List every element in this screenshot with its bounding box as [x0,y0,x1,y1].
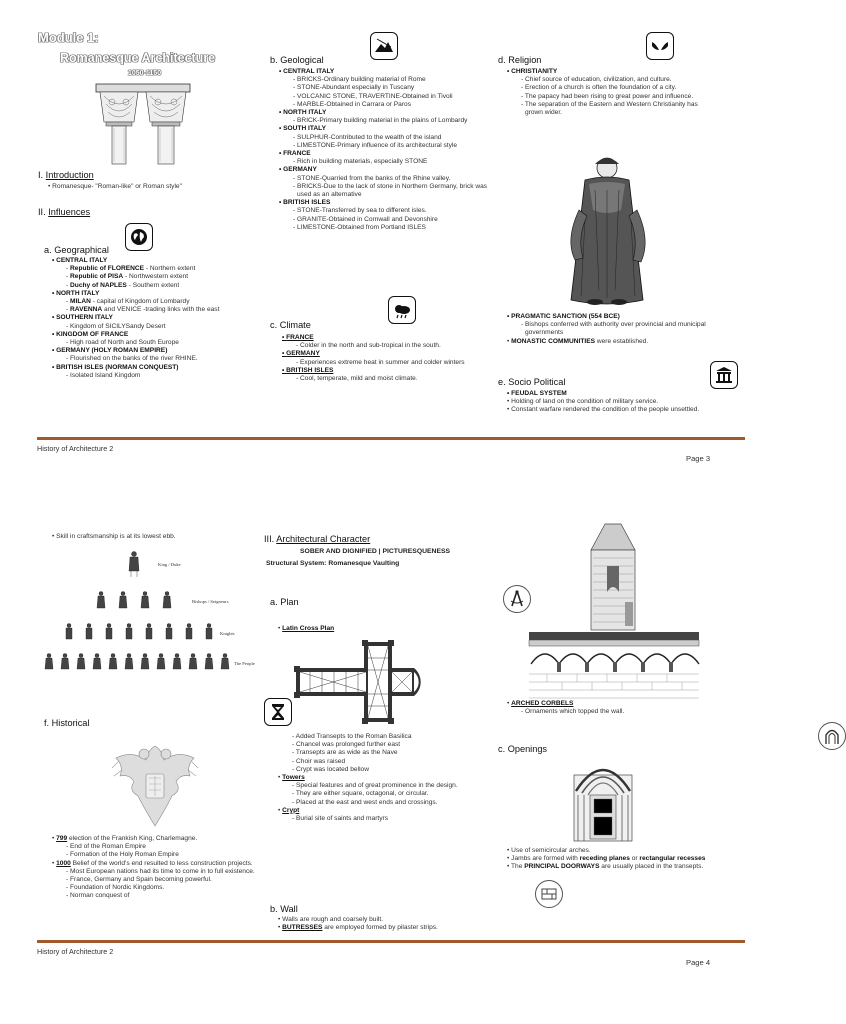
page3-footer: History of Architecture 2 [37,444,114,453]
geol-detail-text: MARBLE-Obtained in Carrara or Paros [297,100,412,108]
geo-region-detail: - RAVENNA and VENICE -trading links with the east [66,306,220,314]
socio-political-heading: e. Socio Political [498,377,566,387]
religion-detail-text: The papacy had been rising to great power and influence. [524,92,694,100]
intro-bullet: • Romanesque- "Roman-like" or Roman style" [48,183,182,190]
socio-bullet: • Constant warfare rendered the condition of the people unsettled. [507,406,700,414]
tower-detail-text: They are either square, octagonal, or circular. [295,790,429,798]
geol-detail: - STONE-Transferred by sea to different isles. [293,207,427,215]
climate-detail-text: Colder in the north and sub-tropical in the south. [300,342,441,350]
openings-heading: c. Openings [498,744,548,754]
plan-detail-text: Choir was raised [296,757,346,765]
monk-illustration [555,150,665,308]
climate-detail-text: Cool, temperate, mild and moist climate. [300,375,418,383]
geo-region-bold: MILAN [70,298,91,306]
architectural-character-heading: III. Architectural Character [264,534,371,544]
geol-detail: - Rich in building materials, especially STONE [293,158,428,166]
geo-region-bold: Duchy of NAPLES [70,281,127,289]
geo-region-detail: - Kingdom of SICILYSandy Desert [66,322,166,330]
geo-region-bold: Republic of FLORENCE [70,265,145,273]
plan-detail-text: Transepts are as wide as the Nave [295,749,398,757]
historical-799-detail: - End of the Roman Empire [66,843,146,851]
religion-detail-text: Chief source of education, civilization, and culture. [525,76,672,84]
geol-detail: - SULPHUR-Contributed to the wealth of the island [293,133,442,141]
historical-799-detail-text: Formation of the Holy Roman Empire [70,851,179,859]
geol-detail: - STONE-Abundant especially in Tuscany [293,84,415,92]
geol-detail: - LIMESTONE-Primary influence of its architectural style [293,141,458,149]
historical-1000-detail-text: Most European nations had its time to come in to full existence. [70,867,255,875]
building-icon [710,361,738,389]
geo-region-detail: - High road of North and South Europe [66,339,179,347]
corbels-list: • ARCHED CORBELS - Ornaments which topped the wall. [507,700,625,716]
geol-region-head: • NORTH ITALY [279,109,327,117]
wall-heading: b. Wall [270,904,298,914]
openings-list: • Use of semicircular arches. • Jambs are formed with receding planes or rectangular recesses • The PRINCIPAL DOORWAYS are usually placed in the transepts. [507,847,706,871]
tower-detail-text: Special features and of great prominence in the design. [296,782,458,790]
geo-region-head: • BRITISH ISLES (NORMAN CONQUEST) [52,363,179,371]
geol-detail: - BRICKS-Due to the lack of stone in Northern Germany, brick was used as an alternative [293,182,488,199]
craftsmanship-bullet: • Skill in craftsmanship is at its lowest ebb. [52,533,176,540]
plan-detail-text: Chancel was prolonged further east [296,741,401,749]
geo-region-head: • CENTRAL ITALY [52,257,108,264]
geo-region-head: • KINGDOM OF FRANCE [52,330,129,338]
geol-detail-text: BRICKS-Due to the lack of stone in Northern Germany, brick was used as an alternative [297,182,488,199]
climate-heading: c. Climate [270,320,311,330]
page3-divider [37,437,745,440]
geo-region-detail: - Duchy of NAPLES - Southern extent [66,281,180,289]
socio-political-list: • FEUDAL SYSTEM • Holding of land on the condition of military service. • Constant warfare rendered the condition of the people unsettled. [507,390,722,415]
geol-region-name: CENTRAL ITALY [283,68,335,75]
tower-detail: - They are either square, octagonal, or circular. [292,790,429,798]
geol-detail-text: STONE-Abundant especially in Tuscany [297,84,415,92]
plan-heading: a. Plan [270,597,299,607]
climate-region-name: BRITISH ISLES [286,366,334,374]
geo-region-text: Kingdom of SICILYSandy Desert [70,322,166,330]
tower-detail: - Placed at the east and west ends and crossings. [292,798,438,806]
religion-detail-text: The separation of the Eastern and Western Christianity has grown wider. [524,100,698,117]
geol-detail-text: Rich in building materials, especially STONE [297,158,428,166]
tower-detail-text: Placed at the east and west ends and crossings. [296,798,438,806]
hands-icon [646,32,674,60]
weather-icon [388,296,416,324]
plan-detail-text: Crypt was located bellow [296,765,369,773]
geol-detail-text: SULPHUR-Contributed to the wealth of the island [297,133,442,141]
religion-list: • CHRISTIANITY - Chief source of education, civilization, and culture. - Erection of a church is often the foundation of a city. - The papacy had been rising to great power and influence. - The separation of the Eastern and Western Christianity has grown wider. [507,68,717,117]
religion-detail: - Erection of a church is often the foundation of a city. [521,84,677,92]
pragmatic-list: • PRAGMATIC SANCTION (554 BCE) - Bishops conferred with authority over provincial and municipal governments • MONASTIC COMMUNITIES were established. [507,313,706,345]
crypt-detail: - Burial site of saints and martyrs [292,815,389,823]
geo-region-name: KINGDOM OF FRANCE [56,330,129,338]
geol-detail: - BRICK-Primary building material in the plains of Lombardy [293,117,468,125]
socio-bullet: • Holding of land on the condition of military service. [507,398,659,406]
historical-799-detail-text: End of the Roman Empire [70,843,146,851]
socio-bullet-text: Constant warfare rendered the condition of the people unsettled. [511,406,700,414]
geol-detail: - STONE-Quarried from the banks of the Rhine valley. [293,174,451,182]
geo-region-detail: - Republic of PISA - Northwestern extent [66,273,189,281]
historical-799-detail: - Formation of the Holy Roman Empire [66,851,179,859]
geol-region-head: • GERMANY [279,166,317,174]
climate-detail-text: Experiences extreme heat in summer and colder winters [300,358,465,366]
architectural-character-subtitle: SOBER AND DIGNIFIED | PICTURESQUENESS [300,548,451,555]
historical-list: • 799 election of the Frankish King, Charlemagne. - End of the Roman Empire - Formation of the Holy Roman Empire • 1000 Belief of the world's end resulted to less construction projects. - Most European nations had its time to come in to full existence. - France, Germany and Spain becoming powerful. - Foundation of Nordic Kingdoms. - Norman conquest of [52,835,267,901]
religion-detail: - Chief source of education, civilization, and culture. [521,76,672,84]
geo-region-text: - capital of Kingdom of Lombardy [90,298,190,306]
geo-region-name: CENTRAL ITALY [56,257,108,264]
brick-wall-icon [535,880,563,908]
geographical-heading: a. Geographical [44,245,109,255]
geol-detail: - BRICKS-Ordinary building material of Rome [293,76,426,84]
religion-detail: - The papacy had been rising to great power and influence. [521,92,694,100]
geo-region-detail: - Isolated Island Kingdom [66,371,141,379]
geo-region-head: • NORTH ITALY [52,289,100,297]
historical-heading: f. Historical [44,718,90,728]
geological-heading: b. Geological [270,55,324,65]
climate-detail: - Colder in the north and sub-tropical in the south. [296,342,441,350]
geol-detail: - GRANITE-Obtained in Cornwall and Devonshire [293,215,438,223]
tower-detail: - Special features and of great prominence in the design. [292,782,458,790]
plan-detail: - Chancel was prolonged further east [292,741,401,749]
page4-number: Page 4 [686,958,711,967]
historical-1000-detail-text: Foundation of Nordic Kingdoms. [70,884,165,892]
religion-detail: - The separation of the Eastern and Western Christianity has grown wider. [521,100,698,117]
geo-region-head: • GERMANY (HOLY ROMAN EMPIRE) [52,347,168,355]
climate-region-name: GERMANY [286,350,320,358]
arched-corbels-illustration [527,630,701,702]
climate-region-name: FRANCE [286,334,314,341]
geol-detail-text: BRICKS-Ordinary building material of Rome [297,76,426,84]
climate-region-head: • GERMANY [282,350,320,358]
geo-region-bold: RAVENNA [70,306,103,314]
hierarchy-label-bishops: Bishops / Seigneurs [192,599,229,604]
geo-region-detail: - Republic of FLORENCE - Northern extent [66,265,196,273]
geol-region-head: • SOUTH ITALY [279,125,327,133]
geol-region-name: NORTH ITALY [283,109,327,117]
plan-detail: - Crypt was located bellow [292,765,369,773]
hierarchy-label-knights: Knights [220,631,235,636]
terrain-icon [370,32,398,60]
climate-detail: - Experiences extreme heat in summer and colder winters [296,358,465,366]
historical-1000-detail: - Norman conquest of [66,892,130,900]
tower-illustration [585,522,645,632]
geol-region-head: • FRANCE [279,150,311,158]
geol-detail: - VOLCANIC STONE, TRAVERTINE-Obtained in Tivoli [293,92,453,100]
historical-1000-detail-text: France, Germany and Spain becoming powerful. [70,876,212,884]
geol-detail: - MARBLE-Obtained in Carrara or Paros [293,100,412,108]
geol-detail-text: STONE-Transferred by sea to different isles. [297,207,427,215]
latin-cross-heading: • Latin Cross Plan [278,625,335,632]
socio-bullet-text: Holding of land on the condition of military service. [511,398,659,406]
climate-list [282,334,497,383]
geo-region-bold: Republic of PISA [70,273,124,281]
geol-region-head: • CENTRAL ITALY [279,68,335,75]
page3-number: Page 3 [686,454,711,463]
plan-detail: - Choir was raised [292,757,346,765]
plan-list: - Added Transepts to the Roman Basilica - Chancel was prolonged further east - Transepts are as wide as the Nave - Choir was raised - Crypt was located bellow • Towers - Special features and of great prominence in the design. - They are either square, octagonal, or circular. - Placed at the east and west ends and crossings. • Crypt - Burial site of saints and martyrs [278,733,493,823]
page4-footer: History of Architecture 2 [37,947,114,956]
plan-detail: - Added Transepts to the Roman Basilica [292,733,412,740]
years-label: 1050-1150 [128,70,162,77]
double-eagle-crest-illustration [108,740,202,832]
climate-region-head: • FRANCE [282,334,314,341]
historical-1000-detail: - Most European nations had its time to come in to full existence. [66,867,255,875]
module-label: Module 1: [38,30,99,45]
doorway-illustration [572,755,634,843]
geo-region-text: and VENICE -trading links with the east [102,306,220,314]
geo-region-name: GERMANY (HOLY ROMAN EMPIRE) [56,347,168,355]
capitals-illustration [94,82,192,166]
compass-icon [503,585,531,613]
climate-detail: - Cool, temperate, mild and moist climate. [296,375,418,383]
plan-detail: - Transepts are as wide as the Nave [292,749,398,757]
intro-heading: I. Introduction [38,170,94,180]
geo-region-name: SOUTHERN ITALY [56,314,113,322]
geographical-list [52,257,272,380]
geol-detail-text: GRANITE-Obtained in Cornwall and Devonshire [297,215,438,223]
geo-region-detail: - Flourished on the banks of the river RHINE. [66,355,198,363]
plan-detail-text: Added Transepts to the Roman Basilica [295,733,412,740]
page-title: Romanesque Architecture [60,51,216,65]
climate-region-head: • BRITISH ISLES [282,366,334,374]
historical-1000-detail: - France, Germany and Spain becoming powerful. [66,876,212,884]
geo-region-text: - Northern extent [144,265,196,273]
geol-region-name: FRANCE [283,150,311,158]
structural-system: Structural System: Romanesque Vaulting [266,560,400,567]
latin-cross-plan-illustration [290,632,440,732]
wall-list: • Walls are rough and coarsely built. • BUTRESSES are employed formed by pilaster strips. [278,916,438,932]
geo-region-name: BRITISH ISLES (NORMAN CONQUEST) [56,363,179,371]
geological-list [279,68,494,232]
influences-heading: II. Influences [38,207,91,217]
religion-heading: d. Religion [498,55,542,65]
hourglass-icon [264,698,292,726]
feudal-hierarchy-illustration [44,545,255,680]
historical-1000-detail-text: Norman conquest of [70,892,130,900]
hierarchy-label-people: The People [234,661,255,666]
geo-region-text: Flourished on the banks of the river RHINE. [70,355,198,363]
historical-1000-detail: - Foundation of Nordic Kingdoms. [66,884,165,892]
geo-region-text: High road of North and South Europe [70,339,179,347]
geo-region-text: - Southern extent [126,281,180,289]
geol-detail-text: LIMESTONE-Primary influence of its architectural style [297,141,458,149]
geol-detail-text: LIMESTONE-Obtained from Portland ISLES [297,223,426,231]
geol-region-name: SOUTH ITALY [283,125,327,133]
geol-region-head: • BRITISH ISLES [279,199,331,207]
hierarchy-label-king: King / Duke [158,562,181,567]
crypt-detail-text: Burial site of saints and martyrs [296,815,389,823]
geo-region-detail: - MILAN - capital of Kingdom of Lombardy [66,298,190,306]
geol-detail-text: BRICK-Primary building material in the plains of Lombardy [297,117,468,125]
geol-detail: - LIMESTONE-Obtained from Portland ISLES [293,223,426,231]
geo-region-text: - Northwestern extent [123,273,189,281]
geol-detail-text: VOLCANIC STONE, TRAVERTINE-Obtained in Tivoli [297,92,453,100]
geol-region-name: BRITISH ISLES [283,199,331,207]
geol-region-name: GERMANY [283,166,317,174]
archway-icon [818,722,846,750]
globe-icon [125,223,153,251]
religion-detail-text: Erection of a church is often the foundation of a city. [525,84,677,92]
geo-region-head: • SOUTHERN ITALY [52,314,113,322]
geo-region-text: Isolated Island Kingdom [70,371,141,379]
geol-detail-text: STONE-Quarried from the banks of the Rhine valley. [297,174,451,182]
page4-divider [37,940,745,943]
geo-region-name: NORTH ITALY [56,289,100,297]
